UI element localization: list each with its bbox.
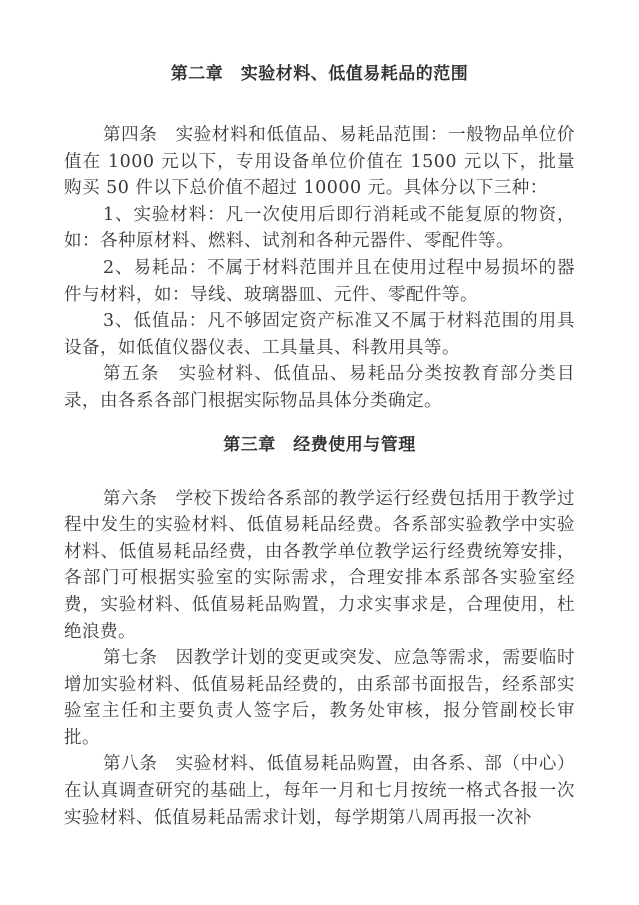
article-item-3-low-value-goods: 3、低值品：凡不够固定资产标准又不属于材料范围的用具设备，如低值仪器仪表、工具量具、科教用具等。 [64,311,575,358]
chapter-2-heading: 第二章 实验材料、低值易耗品的范围 [170,64,469,84]
article-5-paragraph: 第五条 实验材料、低值品、易耗品分类按教育部分类目录，由各系各部门根据实际物品具体分类确定。 [64,364,575,411]
article-item-2-consumables: 2、易耗品：不属于材料范围并且在使用过程中易损坏的器件与材料，如：导线、玻璃器皿、元件、零配件等。 [64,257,575,305]
article-6-paragraph: 第六条 学校下拨给各系部的教学运行经费包括用于教学过程中发生的实验材料、低值易耗品经费。各系部实验教学中实验材料、低值易耗品经费，由各教学单位教学运行经费统筹安排，各部门可根据实验室的实际需求，合理安排本系部各实验室经费，实验材料、低值易耗品购置，力求实事求是，合理使用，杜绝浪费。 [64,488,575,642]
article-4-paragraph: 第四条 实验材料和低值品、易耗品范围：一般物品单位价值在 1000 元以下，专用设备单位价值在 1500 元以下，批量购买 50 件以下总价值不超过 10000 元。具体分以下三种： [64,125,575,199]
article-8-paragraph: 第八条 实验材料、低值易耗品购置，由各系、部（中心）在认真调查研究的基础上，每年一月和七月按统一格式各报一次实验材料、低值易耗品需求计划，每学期第八周再报一次补 [64,754,575,828]
article-item-1-materials: 1、实验材料：凡一次使用后即行消耗或不能复原的物资，如：各种原材料、燃料、试剂和各种元器件、零配件等。 [64,204,575,252]
article-7-paragraph: 第七条 因教学计划的变更或突发、应急等需求，需要临时增加实验材料、低值易耗品经费的，由系部书面报告，经系部实验室主任和主要负责人签字后，教务处审核，报分管副校长审批。 [64,648,575,748]
chapter-3-heading: 第三章 经费使用与管理 [223,434,416,455]
